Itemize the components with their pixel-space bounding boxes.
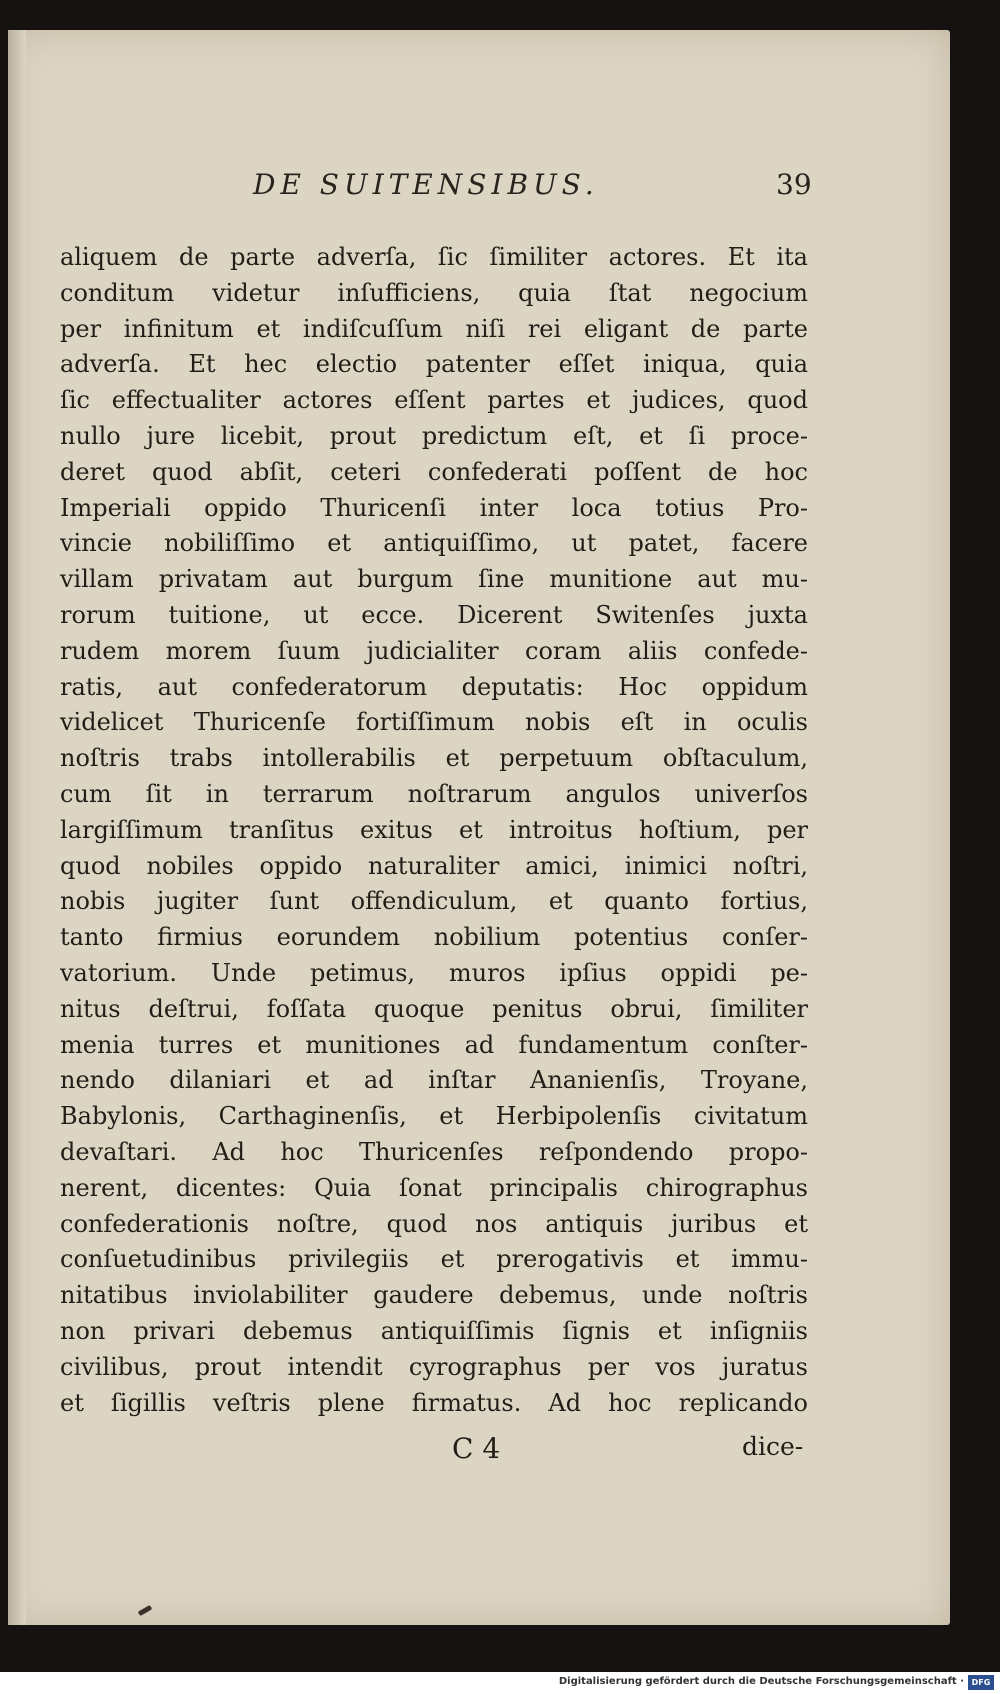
text-line: noſtris trabs intollerabilis et perpetuum obſtaculum,: [60, 744, 808, 773]
text-line: quod nobiles oppido naturaliter amici, inimici noſtri,: [60, 851, 808, 880]
digitization-credit: Digitalisierung gefördert durch die Deutsche Forschungsgemeinschaft ·: [558, 1676, 964, 1687]
text-line: rudem morem ſuum judicialiter coram aliis confede-: [60, 636, 808, 665]
dfg-logo: DFG: [968, 1675, 994, 1690]
text-line: conditum videtur inſufficiens, quia ſtat negocium: [60, 278, 808, 307]
body-text: [60, 240, 808, 1421]
page-number: 39: [776, 168, 812, 201]
text-line: ſic effectualiter actores eſſent partes et judices, quod: [60, 386, 808, 415]
text-line: nendo dilaniari et ad inſtar Ananienſis, Troyane,: [60, 1066, 808, 1095]
text-line: vatorium. Unde petimus, muros ipſius oppidi pe-: [60, 958, 808, 987]
text-line: vincie nobiliſſimo et antiquiſſimo, ut patet, facere: [60, 529, 808, 558]
text-line: deret quod abſit, ceteri confederati poſſent de hoc: [60, 457, 808, 486]
text-line: videlicet Thuricenſe fortiſſimum nobis eſt in oculis: [60, 708, 808, 737]
text-line: villam privatam aut burgum ſine munitione aut mu-: [60, 565, 808, 594]
signature-mark: C 4: [452, 1432, 501, 1465]
text-line: menia turres et munitiones ad fundamentum conſter-: [60, 1030, 808, 1059]
text-line: conſuetudinibus privilegiis et prerogativis et immu-: [60, 1245, 808, 1274]
text-line: per infinitum et indiſcuſſum niſi rei eligant de parte: [60, 314, 808, 343]
text-line: largiſſimum tranſitus exitus et introitus hoſtium, per: [60, 815, 808, 844]
page-edge-shadow: [8, 30, 26, 1625]
text-line: tanto firmius eorundem nobilium potentius conſer-: [60, 923, 808, 952]
credit-bar: [0, 1672, 1000, 1694]
book-page: [8, 30, 950, 1625]
text-line: Babylonis, Carthaginenſis, et Herbipolenſis civitatum: [60, 1102, 808, 1131]
text-line: Imperiali oppido Thuricenſi inter loca totius Pro-: [60, 493, 808, 522]
running-head: [8, 168, 950, 208]
text-line: non privari debemus antiquiſſimis ſignis et inſigniis: [60, 1316, 808, 1345]
running-title: DE SUITENSIBUS.: [253, 168, 599, 201]
text-line: cum ſit in terrarum noſtrarum angulos univerſos: [60, 779, 808, 808]
text-line: adverſa. Et hec electio patenter eſſet iniqua, quia: [60, 350, 808, 379]
text-line: nerent, dicentes: Quia ſonat principalis chirographus: [60, 1173, 808, 1202]
text-line: confederationis noſtre, quod nos antiquis juribus et: [60, 1209, 808, 1238]
text-line: nullo jure licebit, prout predictum eſt, et ſi proce-: [60, 421, 808, 450]
catchword: dice-: [742, 1432, 804, 1461]
text-line: civilibus, prout intendit cyrographus per vos juratus: [60, 1352, 808, 1381]
text-line: rorum tuitione, ut ecce. Dicerent Switenſes juxta: [60, 600, 808, 629]
text-line: et ſigillis veſtris plene firmatus. Ad hoc replicando: [60, 1388, 808, 1417]
ink-speck: [138, 1605, 153, 1616]
text-line: nobis jugiter ſunt offendiculum, et quanto fortius,: [60, 887, 808, 916]
text-line: devaſtari. Ad hoc Thuricenſes reſpondendo propo-: [60, 1137, 808, 1166]
text-line: nitus deſtrui, foſſata quoque penitus obrui, ſimiliter: [60, 994, 808, 1023]
page-footer: [8, 1432, 950, 1472]
text-line: nitatibus inviolabiliter gaudere debemus, unde noſtris: [60, 1281, 808, 1310]
text-line: ratis, aut confederatorum deputatis: Hoc oppidum: [60, 672, 808, 701]
text-line: aliquem de parte adverſa, ſic ſimiliter actores. Et ita: [60, 243, 808, 271]
